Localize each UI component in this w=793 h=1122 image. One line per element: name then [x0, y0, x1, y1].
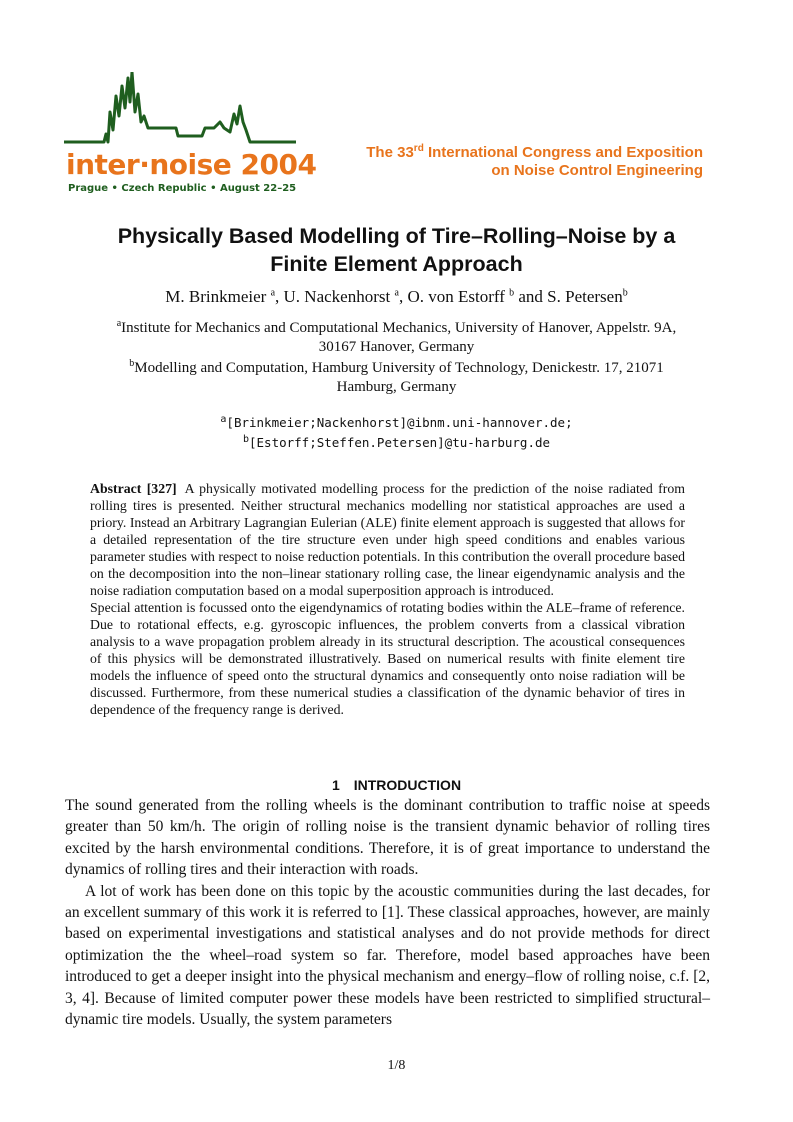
body-text [65, 795, 710, 1030]
congress-header [366, 144, 703, 180]
title-line1: Physically Based Modelling of Tire–Rolling–Noise by a [117, 224, 676, 248]
abstract-paragraph [90, 480, 685, 599]
author-name: S. Petersen [547, 287, 623, 306]
author-list [60, 286, 733, 308]
affiliation-a [60, 319, 733, 357]
affiliation-sup: a [116, 318, 122, 329]
email-sup: a [220, 413, 227, 425]
logo-subtitle: Prague • Czech Republic • August 22–25 [68, 183, 297, 194]
affiliation-line: Hamburg, Germany [336, 379, 457, 395]
email-block [60, 413, 733, 453]
noise-waveform-icon [64, 72, 296, 152]
congress-line2: on Noise Control Engineering [491, 162, 703, 179]
affiliation-line: Modelling and Computation, Hamburg University of Technology, Denickestr. 17, 21071 [134, 360, 664, 376]
email-sup: b [242, 433, 249, 445]
author-sep: , [275, 287, 284, 306]
affiliation-b [60, 359, 733, 397]
paper-title [60, 222, 733, 278]
author-sep: and [514, 287, 548, 306]
section-heading [60, 777, 733, 793]
congress-line1-pre: The 33 [366, 144, 414, 161]
title-line2: Finite Element Approach [270, 252, 523, 276]
abstract [90, 480, 685, 718]
section-number: 1 [331, 777, 340, 793]
logo-wordmark: inter·noise 2004 [66, 148, 317, 181]
author-name: O. von Estorff [407, 287, 505, 306]
affiliation-line: 30167 Hanover, Germany [318, 339, 475, 355]
congress-line1-post: International Congress and Exposition [423, 144, 703, 161]
conference-logo [64, 72, 317, 200]
author-sup: b [509, 287, 515, 299]
author-sep: , [398, 287, 408, 306]
page-number: 1/8 [387, 1058, 406, 1073]
section-title: INTRODUCTION [353, 777, 462, 793]
author-name: U. Nackenhorst [283, 287, 391, 306]
affiliation-line: Institute for Mechanics and Computational Mechanics, University of Hanover, Appelstr. 9A, [121, 320, 677, 336]
abstract-paragraph: Special attention is focussed onto the eigendynamics of rotating bodies within the ALE–frame of reference. Due to rotational effects, e.g. gyroscopic influences, the problem converts from a classical vibration analysis to a wave propagation problem already in its structural description. The acoustical consequences of this physics will be demonstrated illustratively. Based on numerical results with finite element tire models the influence of speed onto the structural dynamics and consequently onto noise radiation will be discussed. Furthermore, from these numerical studies a classification of the dynamic behavior of tires in dependence of the frequency range is derived. [90, 600, 685, 717]
author-sup: a [270, 287, 276, 299]
body-paragraph: The sound generated from the rolling wheels is the dominant contribution to traffic noise at speeds greater than 50 km/h. The origin of rolling noise is the transient dynamic behavior of rolling tires excited by the harsh environmental conditions. Therefore, it is of great importance to understand the dynamics of rolling tires and their interaction with roads. [65, 797, 710, 879]
congress-line1-sup: rd [413, 143, 424, 154]
author-name: M. Brinkmeier [165, 287, 267, 306]
author-sup: b [622, 287, 628, 299]
body-paragraph: A lot of work has been done on this topic by the acoustic communities during the last decades, for an excellent summary of this work it is referred to [1]. These classical approaches, however, are mainly based on experimental investigations and statistical analyses and do not provide methods for direct optimization the the wheel–road system so far. Therefore, model based approaches have been introduced to get a deeper insight into the physical mechanism and energy–flow of rolling noise, c.f. [2, 3, 4]. Because of limited computer power these models have been restricted to simplified structural–dynamic tire models. Usually, the system parameters [65, 882, 710, 1029]
email-address[interactable]: [Estorff;Steffen.Petersen]@tu-harburg.de [249, 435, 551, 450]
affiliation-sup: b [129, 358, 135, 369]
abstract-label: Abstract [327] [90, 481, 177, 496]
email-address[interactable]: [Brinkmeier;Nackenhorst]@ibnm.uni-hannover.de; [226, 415, 573, 430]
author-sup: a [394, 287, 399, 299]
abstract-text: A physically motivated modelling process for the prediction of the noise radiated from rolling tires is presented. Neither structural mechanics modelling nor statistical approaches are used a priory. Instead an Arbitrary Lagrangian Eulerian (ALE) finite element approach is suggested that allows for a detailed representation of the tire structure even under high speed conditions and enables various parameter studies with respect to noise reduction potentials. In this contribution the overall procedure based on the decomposition into the non–linear stationary rolling case, the linear eigendynamic analysis and the noise radiation computation based on a modal superposition approach is introduced. [90, 481, 686, 598]
